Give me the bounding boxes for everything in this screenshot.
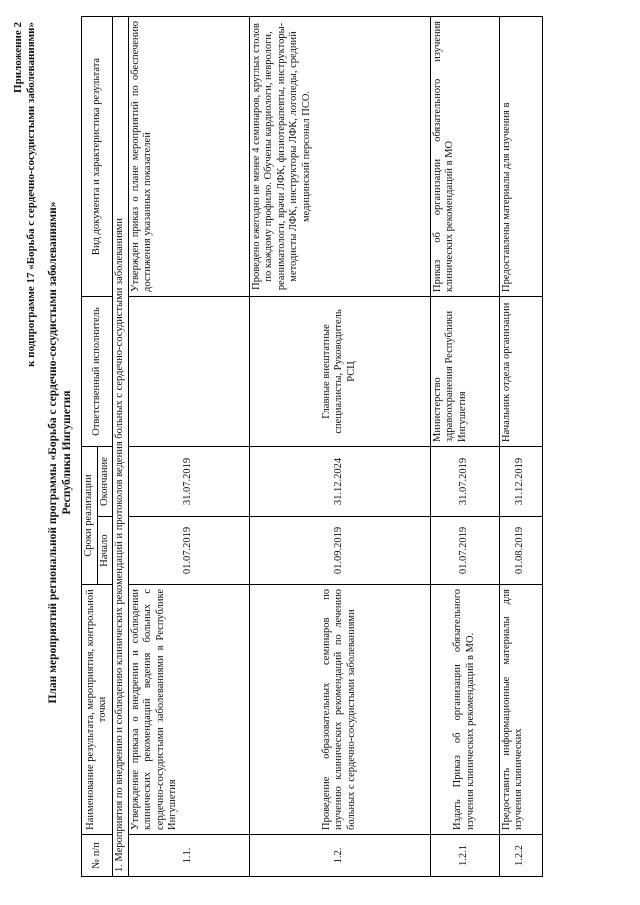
row-end: 31.07.2019 — [430, 446, 499, 516]
row-name: Проведение образовательных семинаров по изучению клинических рекомендаций по лечению больных с сердечно-сосудистыми заболеваниями — [249, 585, 430, 835]
row-end: 31.12.2024 — [249, 446, 430, 516]
table-row — [499, 16, 542, 876]
row-end: 31.07.2019 — [128, 446, 249, 516]
row-doc: Предоставлены материалы для изучения в — [499, 16, 542, 296]
appendix-header — [12, 22, 38, 367]
table-row — [128, 16, 249, 876]
section-title: 1. Мероприятия по внедрению и соблюдению клинических рекомендаций и протоколов ведения больных с сердечно-сосудистыми заболеваниями — [113, 16, 129, 876]
header-end: Окончание — [97, 446, 113, 516]
row-num: 1.2. — [249, 835, 430, 877]
header-name: Наименование результата, мероприятия, контрольной точки — [82, 585, 113, 835]
header-start: Начало — [97, 517, 113, 585]
row-doc: Утвержден приказ о плане мероприятий по обеспечению достижения указанных показателей — [128, 16, 249, 296]
row-responsible — [128, 296, 249, 446]
row-start: 01.07.2019 — [128, 517, 249, 585]
row-name: Утверждение приказа о внедрении и соблюдении клинических рекомендаций ведения больных с сердечно-сосудистыми заболеваниями в Республике Ингушетия — [128, 585, 249, 835]
document-title — [46, 0, 74, 905]
appendix-line-2: к подпрограмме 17 «Борьба с сердечно-сосудистыми заболеваниями» — [25, 22, 37, 367]
table-row — [249, 16, 430, 876]
row-start: 01.07.2019 — [430, 517, 499, 585]
header-row-1 — [82, 16, 98, 876]
header-doc: Вид документа и характеристика результата — [82, 16, 113, 296]
row-doc: Приказ об организации обязательного изучения клинических рекомендаций в МО — [430, 16, 499, 296]
row-doc: Проведено ежегодно не менее 4 семинаров, круглых столов по каждому профилю. Обучены кардиологи, неврологи, реаниматологи, врачи ЛФК, физиотерапевты, инструкторы-методисты ЛФК, инструкторы ЛФК, логопеды, средний медицинский персонал ПСО. — [249, 16, 430, 296]
header-responsible: Ответственный исполнитель — [82, 296, 113, 446]
row-start: 01.09.2019 — [249, 517, 430, 585]
row-num: 1.2.2 — [499, 835, 542, 877]
row-num: 1.1. — [128, 835, 249, 877]
section-row — [113, 16, 129, 876]
header-terms: Сроки реализации — [82, 446, 98, 584]
header-num: № п/п — [82, 835, 113, 877]
title-line-1: План мероприятий региональной программы «Борьба с сердечно-сосудистыми заболеваниями» — [47, 201, 59, 704]
row-name: Предоставить информационные материалы для изучения клинических — [499, 585, 542, 835]
row-end: 31.12.2019 — [499, 446, 542, 516]
row-start: 01.08.2019 — [499, 517, 542, 585]
row-num: 1.2.1 — [430, 835, 499, 877]
row-name: Издать Приказ об организации обязательного изучения клинических рекомендаций в МО. — [430, 585, 499, 835]
table-row — [430, 16, 499, 876]
row-responsible: Начальник отдела организации — [499, 296, 542, 446]
plan-table — [81, 16, 543, 877]
row-responsible: Министерство здравоохранения Республики Ингушетия — [430, 296, 499, 446]
row-responsible: Главные внештатные специалисты, Руководитель РСЦ — [249, 296, 430, 446]
title-line-2: Республики Ингушетия — [61, 390, 73, 515]
appendix-line-1: Приложение 2 — [12, 22, 24, 93]
